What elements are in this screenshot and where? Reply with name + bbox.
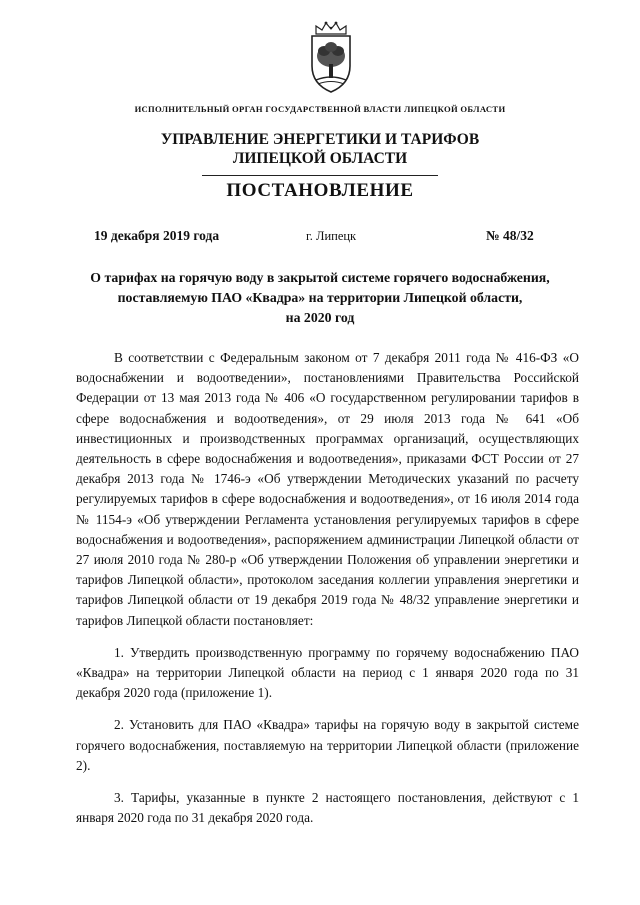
clause-3: 3. Тарифы, указанные в пункте 2 настоящего постановления, действуют с 1 января 2020 года по 31 декабря 2020 года. bbox=[76, 790, 579, 826]
document-title bbox=[66, 268, 574, 328]
document-date: 19 декабря 2019 года bbox=[94, 228, 220, 243]
document-number: № 48/32 bbox=[486, 228, 534, 243]
clause-1: 1. Утвердить производственную программу по горячему водоснабжению ПАО «Квадра» на территории Липецкой области на период с 1 января 2020 года по 31 декабря 2020 года (приложение 1). bbox=[76, 644, 579, 701]
department-name-line1: УПРАВЛЕНИЕ ЭНЕРГЕТИКИ И ТАРИФОВ bbox=[160, 131, 480, 148]
department-name-line2: ЛИПЕЦКОЙ ОБЛАСТИ bbox=[232, 150, 408, 167]
clause-2: 2. Установить для ПАО «Квадра» тарифы на горячую воду в закрытой системе горячего водоснабжения, поставляемую на территории Липецкой области (приложение 2). bbox=[76, 717, 579, 773]
title-line1: О тарифах на горячую воду в закрытой системе горячего водоснабжения, bbox=[90, 270, 550, 285]
coat-of-arms-icon bbox=[302, 20, 360, 94]
document-type: ПОСТАНОВЛЕНИЕ bbox=[226, 180, 414, 201]
preamble-paragraph: В соответствии с Федеральным законом от 7 декабря 2011 года № 416-ФЗ «О водоснабжении и водоотведении», постановлениями Правительства Российской Федерации от 13 мая 2013 года № 406 «О государственном регулировании тарифов в сфере водоснабжения и водоотведения», от 29 июля 2013 года № 641 «Об инвестиционных и производственных программах организаций, осуществляющих деятельность в сфере водоснабжения и водоотведения», приказами ФСТ России от 27 декабря 2013 года № 1746-э «Об утверждении Методических указаний по расчету регулируемых тарифов в сфере водоснабжения и водоотведения», от 16 июля 2014 года № 1154-э «Об утверждении Регламента установления регулируемых тарифов в сфере водоснабжения и водоотведения», распоряжением администрации Липецкой области от 27 июля 2010 года № 280-р «Об утверждении Положения об управлении энергетики и тарифов Липецкой области», протоколом заседания коллегии управления энергетики и тарифов Липецкой области от 19 декабря 2019 года № 48/32 управление энергетики и тарифов Липецкой области постановляет: bbox=[76, 350, 579, 628]
title-line3: на 2020 год bbox=[285, 310, 355, 325]
title-line2: поставляемую ПАО «Квадра» на территории Липецкой области, bbox=[117, 290, 523, 305]
document-body bbox=[76, 348, 579, 828]
header-divider bbox=[202, 175, 438, 176]
issuing-authority: ИСПОЛНИТЕЛЬНЫЙ ОРГАН ГОСУДАРСТВЕННОЙ ВЛАСТИ ЛИПЕЦКОЙ ОБЛАСТИ bbox=[134, 104, 506, 114]
department-name bbox=[0, 130, 640, 168]
document-city: г. Липецк bbox=[306, 229, 357, 243]
